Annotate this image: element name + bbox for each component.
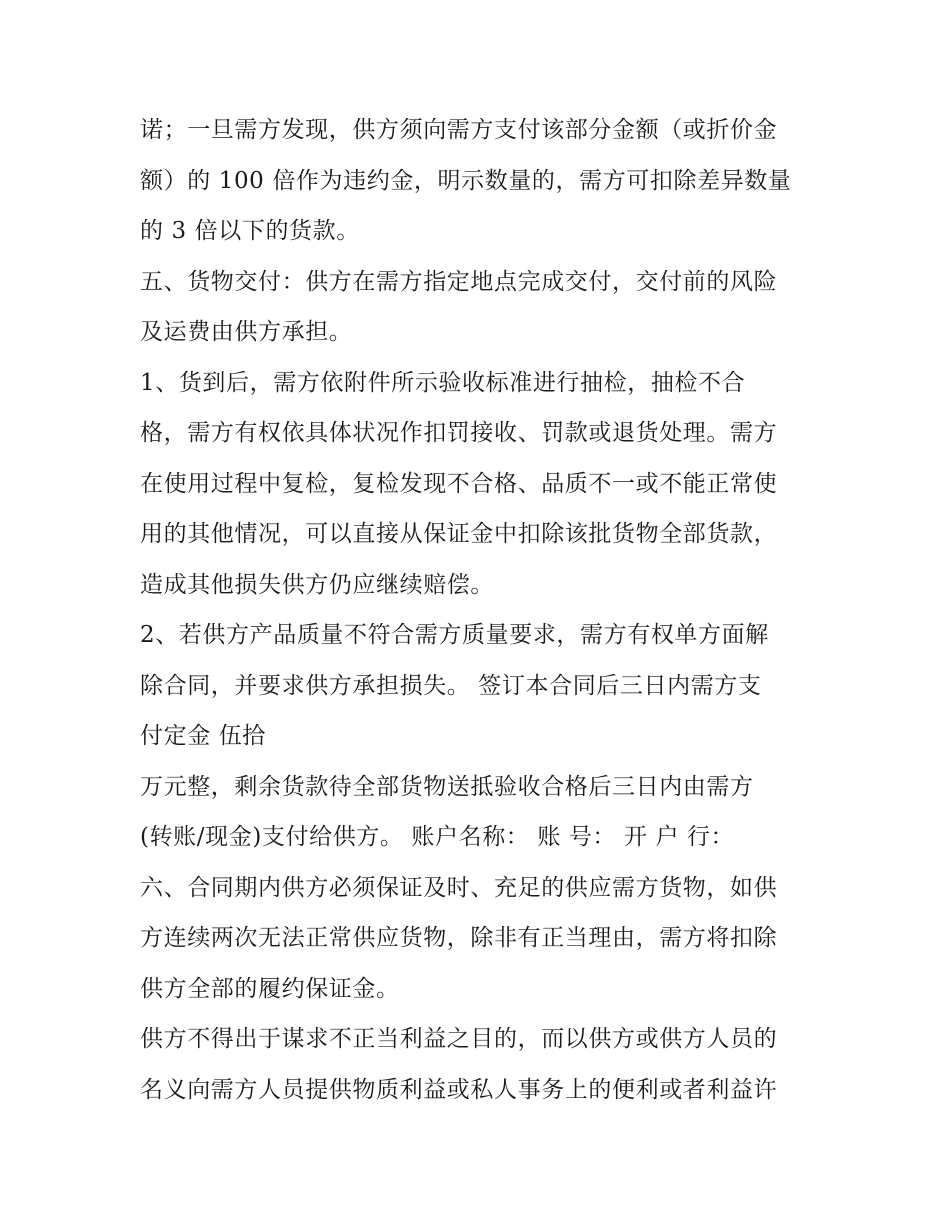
text-line: 诺；一旦需方发现，供方须向需方支付该部分金额（或折价金 — [140, 117, 778, 143]
text-line: 用的其他情况，可以直接从保证金中扣除该批货物全部货款， — [140, 521, 778, 547]
text-line: 造成其他损失供方仍应继续赔偿。 — [140, 572, 494, 598]
text-line: 及运费由供方承担。 — [140, 319, 353, 345]
text-line: 五、货物交付：供方在需方指定地点完成交付，交付前的风险 — [140, 269, 778, 295]
text-line: 2、若供方产品质量不符合需方质量要求，需方有权单方面解 — [140, 622, 769, 648]
text-line: 在使用过程中复检，复检发现不合格、品质不一或不能正常使 — [140, 471, 778, 497]
text-line: 额）的 100 倍作为违约金，明示数量的，需方可扣除差异数量 — [140, 168, 792, 194]
text-line: 名义向需方人员提供物质利益或私人事务上的便利或者利益许 — [140, 1077, 778, 1103]
text-line: 付定金 伍拾 — [140, 723, 266, 749]
text-line: 万元整，剩余货款待全部货物送抵验收合格后三日内由需方 — [140, 774, 754, 800]
text-line: 除合同，并要求供方承担损失。 签订本合同后三日内需方支 — [140, 673, 762, 699]
text-line: 1、货到后，需方依附件所示验收标准进行抽检，抽检不合 — [140, 370, 746, 396]
text-line: 格，需方有权依具体状况作扣罚接收、罚款或退货处理。需方 — [140, 420, 778, 446]
text-line: 六、合同期内供方必须保证及时、充足的供应需方货物，如供 — [140, 875, 778, 901]
text-line: 的 3 倍以下的货款。 — [140, 218, 360, 244]
text-line: 供方全部的履约保证金。 — [140, 976, 400, 1002]
text-line: (转账/现金)支付给供方。 账户名称： 账 号： 开 户 行： — [140, 824, 735, 850]
text-line: 供方不得出于谋求不正当利益之目的，而以供方或供方人员的 — [140, 1026, 778, 1052]
text-line: 方连续两次无法正常供应货物，除非有正当理由，需方将扣除 — [140, 925, 778, 951]
